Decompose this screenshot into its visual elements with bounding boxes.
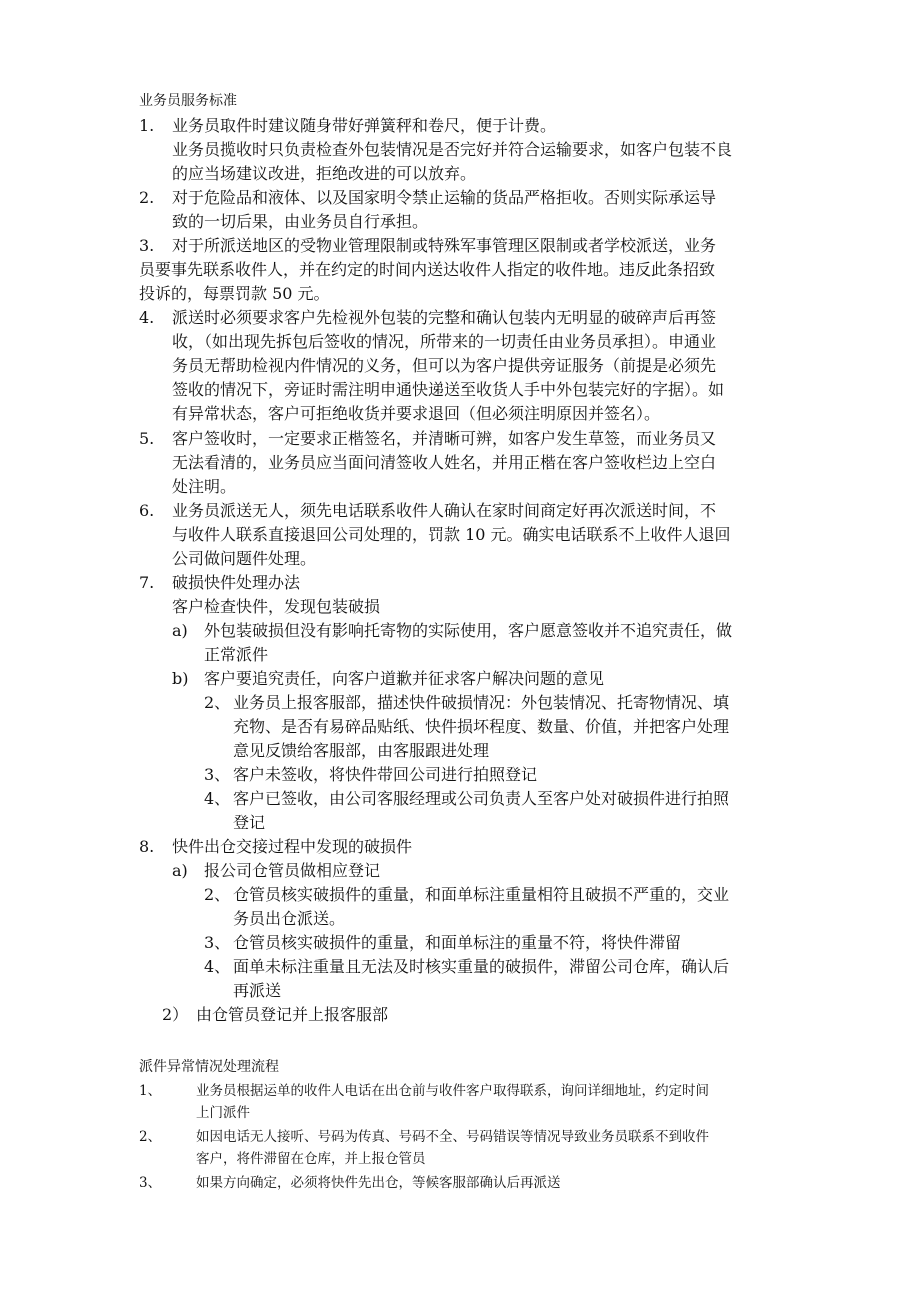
service-standard-item-marker: 2） bbox=[162, 1005, 189, 1024]
service-standard-item-line: 客户要追究责任，向客户道歉并征求客户解决问题的意见 bbox=[204, 669, 605, 688]
service-standard-item-line: 正常派件 bbox=[204, 645, 269, 664]
exception-flow-item-line: 如因电话无人接听、号码为传真、号码不全、号码错误等情况导致业务员联系不到收件 bbox=[196, 1129, 709, 1145]
service-standard-item-marker: a) bbox=[172, 861, 188, 880]
service-standard-item-marker: 2. bbox=[139, 188, 155, 207]
service-standard-item-line: 面单未标注重量且无法及时核实重量的破损件，滞留公司仓库，确认后 bbox=[233, 957, 730, 976]
service-standard-item-marker: 3、 bbox=[204, 765, 231, 784]
exception-flow-item-marker: 2、 bbox=[139, 1129, 162, 1145]
exception-flow-item-line: 如果方向确定，必须将快件先出仓，等候客服部确认后再派送 bbox=[196, 1175, 561, 1191]
service-standard-item-line: 公司做问题件处理。 bbox=[172, 549, 317, 568]
service-standard-item-line: 意见反馈给客服部，由客服跟进处理 bbox=[233, 741, 490, 760]
service-standard-item-line: 员要事先联系收件人，并在约定的时间内送达收件人指定的收件地。违反此条招致 bbox=[139, 260, 716, 279]
service-standard-item-line: 由仓管员登记并上报客服部 bbox=[196, 1005, 389, 1024]
service-standard-item-marker: 4. bbox=[139, 308, 155, 327]
exception-flow-item-line: 客户，将件滞留在仓库，并上报仓管员 bbox=[196, 1151, 426, 1167]
exception-flow-item-marker: 3、 bbox=[139, 1175, 162, 1191]
service-standard-item-line: 投诉的，每票罚款 50 元。 bbox=[139, 284, 330, 303]
service-standard-item-line: 与收件人联系直接退回公司处理的，罚款 10 元。确实电话联系不上收件人退回 bbox=[172, 525, 731, 544]
service-standard-item-line: 签收的情况下，旁证时需注明申通快递送至收货人手中外包装完好的字据）。如 bbox=[172, 380, 725, 399]
service-standard-item-line: 务员无帮助检视内件情况的义务，但可以为客户提供旁证服务（前提是必须先 bbox=[172, 356, 717, 375]
service-standard-item-line: 登记 bbox=[233, 813, 266, 832]
service-standard-item-line: 充物、是否有易碎品贴纸、快件损坏程度、数量、价值，并把客户处理 bbox=[233, 717, 730, 736]
service-standard-item-marker: 1. bbox=[139, 116, 155, 135]
service-standard-item-line: 务员出仓派送。 bbox=[233, 909, 346, 928]
service-standard-item-marker: b) bbox=[172, 669, 189, 688]
service-standard-item-line: 报公司仓管员做相应登记 bbox=[204, 861, 381, 880]
exception-flow-item-line: 业务员根据运单的收件人电话在出仓前与收件客户取得联系，询问详细地址，约定时间 bbox=[196, 1083, 709, 1099]
service-standard-item-line: 有异常状态，客户可拒绝收货并要求退回（但必须注明原因并签名）。 bbox=[172, 404, 661, 423]
service-standard-item-line: 对于危险品和液体、以及国家明令禁止运输的货品严格拒收。否则实际承运导 bbox=[172, 188, 717, 207]
service-standard-item-line: 外包装破损但没有影响托寄物的实际使用，客户愿意签收并不追究责任，做 bbox=[204, 621, 733, 640]
service-standard-item-line: 仓管员核实破损件的重量，和面单标注重量相符且破损不严重的，交业 bbox=[233, 885, 730, 904]
service-standard-item-marker: 5. bbox=[139, 429, 155, 448]
service-standard-item-line: 对于所派送地区的受物业管理限制或特殊军事管理区限制或者学校派送，业务 bbox=[172, 236, 717, 255]
exception-flow-item-line: 上门派件 bbox=[196, 1105, 250, 1121]
service-standard-item-line: 派送时必须要求客户先检视外包装的完整和确认包装内无明显的破碎声后再签 bbox=[172, 308, 717, 327]
service-standard-item-line: 的应当场建议改进，拒绝改进的可以放弃。 bbox=[172, 164, 477, 183]
service-standard-item-line: 业务员揽收时只负责检查外包装情况是否完好并符合运输要求，如客户包装不良 bbox=[172, 140, 733, 159]
service-standard-item-line: 客户检查快件，发现包装破损 bbox=[172, 597, 381, 616]
service-standard-item-line: 致的一切后果，由业务员自行承担。 bbox=[172, 212, 429, 231]
service-standard-item-marker: 8. bbox=[139, 837, 155, 856]
service-standard-item-marker: 4、 bbox=[204, 957, 231, 976]
service-standard-item-marker: 7. bbox=[139, 573, 155, 592]
service-standard-item-marker: 3. bbox=[139, 236, 155, 255]
service-standard-item-line: 客户已签收，由公司客服经理或公司负责人至客户处对破损件进行拍照 bbox=[233, 789, 730, 808]
service-standard-item-line: 快件出仓交接过程中发现的破损件 bbox=[172, 837, 413, 856]
service-standard-item-marker: a) bbox=[172, 621, 188, 640]
section-title-exception-flow: 派件异常情况处理流程 bbox=[139, 1059, 279, 1075]
service-standard-item-line: 业务员派送无人，须先电话联系收件人确认在家时间商定好再次派送时间，不 bbox=[172, 501, 717, 520]
section-title-service-standard: 业务员服务标准 bbox=[139, 93, 237, 109]
service-standard-item-line: 客户未签收，将快件带回公司进行拍照登记 bbox=[233, 765, 538, 784]
service-standard-item-marker: 2、 bbox=[204, 885, 231, 904]
service-standard-item-marker: 2、 bbox=[204, 693, 231, 712]
service-standard-item-line: 客户签收时，一定要求正楷签名，并清晰可辨，如客户发生草签，而业务员又 bbox=[172, 429, 717, 448]
service-standard-item-line: 业务员取件时建议随身带好弹簧秤和卷尺，便于计费。 bbox=[172, 116, 557, 135]
service-standard-item-line: 处注明。 bbox=[172, 477, 237, 496]
service-standard-item-line: 仓管员核实破损件的重量，和面单标注的重量不符，将快件滞留 bbox=[233, 933, 682, 952]
service-standard-item-line: 破损快件处理办法 bbox=[172, 573, 301, 592]
service-standard-item-line: 业务员上报客服部，描述快件破损情况：外包装情况、托寄物情况、填 bbox=[233, 693, 730, 712]
service-standard-item-line: 再派送 bbox=[233, 981, 282, 1000]
service-standard-item-line: 无法看清的，业务员应当面问清签收人姓名，并用正楷在客户签收栏边上空白 bbox=[172, 453, 717, 472]
exception-flow-item-marker: 1、 bbox=[139, 1083, 162, 1099]
service-standard-item-line: 收，（如出现先拆包后签收的情况，所带来的一切责任由业务员承担）。申通业 bbox=[172, 332, 717, 351]
service-standard-item-marker: 3、 bbox=[204, 933, 231, 952]
service-standard-item-marker: 4、 bbox=[204, 789, 231, 808]
service-standard-item-marker: 6. bbox=[139, 501, 155, 520]
